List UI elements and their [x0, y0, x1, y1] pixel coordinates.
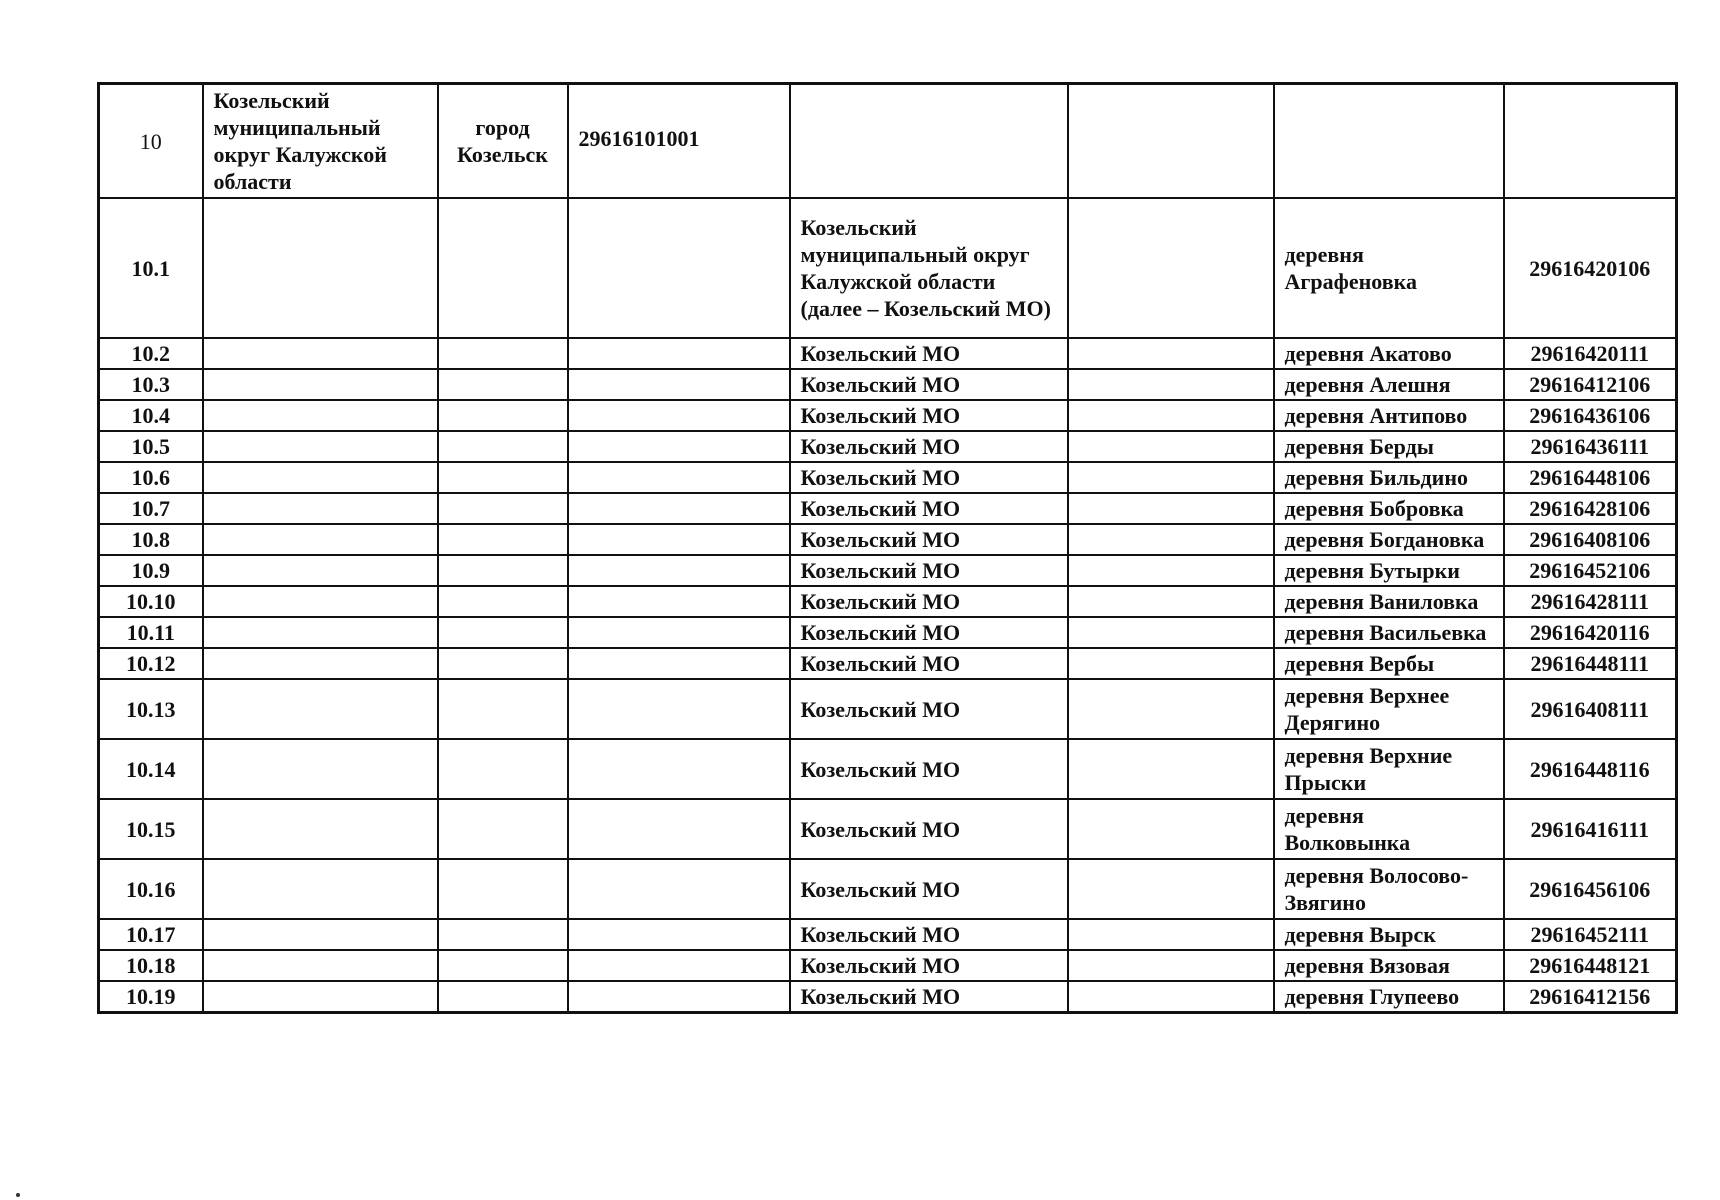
- district-cell: [203, 859, 438, 919]
- settlement-code: 29616420106: [1504, 198, 1677, 338]
- table-row: [99, 493, 1677, 524]
- district-cell: [203, 431, 438, 462]
- row-number: 10.15: [99, 799, 203, 859]
- settlement-code: 29616436106: [1504, 400, 1677, 431]
- empty-cell: [1068, 555, 1274, 586]
- oktmo-cell: [568, 950, 790, 981]
- oktmo-cell: [568, 338, 790, 369]
- center-cell: [438, 369, 568, 400]
- table-row: [99, 586, 1677, 617]
- settlement-name: деревня Берды: [1274, 431, 1504, 462]
- center-cell: [438, 799, 568, 859]
- settlement-code: 29616420116: [1504, 617, 1677, 648]
- table-row: [99, 679, 1677, 739]
- settlements-table: [97, 82, 1678, 1014]
- row-number: 10.4: [99, 400, 203, 431]
- oktmo-cell: [568, 679, 790, 739]
- empty-cell: [1068, 586, 1274, 617]
- row-number: 10.6: [99, 462, 203, 493]
- district-cell: [203, 198, 438, 338]
- settlement-code: 29616436111: [1504, 431, 1677, 462]
- center-cell: [438, 431, 568, 462]
- oktmo-cell: [568, 198, 790, 338]
- table-row: [99, 524, 1677, 555]
- oktmo-cell: [568, 431, 790, 462]
- row-number: 10.12: [99, 648, 203, 679]
- row-number: 10.19: [99, 981, 203, 1013]
- oktmo-cell: [568, 859, 790, 919]
- district-cell: [203, 462, 438, 493]
- mo-name: Козельский МО: [790, 400, 1068, 431]
- center-cell: [438, 524, 568, 555]
- row-number: 10.9: [99, 555, 203, 586]
- district-cell: [203, 400, 438, 431]
- settlement-code: 29616448111: [1504, 648, 1677, 679]
- row-number: 10.1: [99, 198, 203, 338]
- table-row: [99, 198, 1677, 338]
- empty-cell: [1068, 400, 1274, 431]
- mo-name: Козельский МО: [790, 679, 1068, 739]
- admin-center: город Козельск: [438, 84, 568, 199]
- settlement-code: 29616408111: [1504, 679, 1677, 739]
- settlement-code: 29616452111: [1504, 919, 1677, 950]
- settlement-name: деревня Вербы: [1274, 648, 1504, 679]
- oktmo-cell: [568, 462, 790, 493]
- district-cell: [203, 555, 438, 586]
- empty-cell: [1068, 338, 1274, 369]
- center-cell: [438, 648, 568, 679]
- scan-speck: [16, 1193, 20, 1197]
- empty-cell: [1068, 859, 1274, 919]
- empty-cell: [1068, 679, 1274, 739]
- center-cell: [438, 493, 568, 524]
- oktmo-cell: [568, 739, 790, 799]
- row-number: 10.8: [99, 524, 203, 555]
- empty-cell: [1068, 369, 1274, 400]
- mo-name: Козельский МО: [790, 859, 1068, 919]
- mo-name: Козельский МО: [790, 555, 1068, 586]
- district-cell: [203, 919, 438, 950]
- oktmo-cell: [568, 919, 790, 950]
- table-row: [99, 799, 1677, 859]
- settlement-code: 29616448116: [1504, 739, 1677, 799]
- empty-cell: [1068, 799, 1274, 859]
- row-number: 10.13: [99, 679, 203, 739]
- mo-name: Козельский МО: [790, 462, 1068, 493]
- center-cell: [438, 679, 568, 739]
- row-number: 10.2: [99, 338, 203, 369]
- oktmo-cell: [568, 586, 790, 617]
- center-cell: [438, 859, 568, 919]
- oktmo-cell: [568, 400, 790, 431]
- table-row: [99, 462, 1677, 493]
- table-row: [99, 555, 1677, 586]
- empty-cell: [1068, 462, 1274, 493]
- settlement-name: деревня Васильевка: [1274, 617, 1504, 648]
- settlement-code: 29616412106: [1504, 369, 1677, 400]
- settlement-name: деревня Волковынка: [1274, 799, 1504, 859]
- center-cell: [438, 617, 568, 648]
- row-number: 10.11: [99, 617, 203, 648]
- empty-cell: [1068, 617, 1274, 648]
- row-number: 10.7: [99, 493, 203, 524]
- oktmo-cell: [568, 493, 790, 524]
- settlement-name: деревня Антипово: [1274, 400, 1504, 431]
- mo-name: Козельский МО: [790, 493, 1068, 524]
- mo-name: Козельский МО: [790, 338, 1068, 369]
- mo-name: Козельский МО: [790, 981, 1068, 1013]
- oktmo-cell: [568, 981, 790, 1013]
- mo-name: Козельский МО: [790, 919, 1068, 950]
- empty-cell: [1068, 648, 1274, 679]
- settlement-cell: [1274, 84, 1504, 199]
- settlement-name: деревня Вырск: [1274, 919, 1504, 950]
- settlement-code: 29616420111: [1504, 338, 1677, 369]
- settlement-name: деревня Аграфеновка: [1274, 198, 1504, 338]
- mo-name: Козельский МО: [790, 950, 1068, 981]
- center-cell: [438, 462, 568, 493]
- oktmo-cell: [568, 369, 790, 400]
- row-number: 10.5: [99, 431, 203, 462]
- settlement-name: деревня Глупеево: [1274, 981, 1504, 1013]
- oktmo-cell: [568, 799, 790, 859]
- row-number: 10.17: [99, 919, 203, 950]
- empty-cell: [1068, 431, 1274, 462]
- empty-cell: [1068, 950, 1274, 981]
- district-cell: [203, 799, 438, 859]
- settlement-name: деревня Акатово: [1274, 338, 1504, 369]
- empty-cell: [1068, 493, 1274, 524]
- center-cell: [438, 950, 568, 981]
- table-row: [99, 431, 1677, 462]
- district-cell: [203, 981, 438, 1013]
- settlement-name: деревня Верхние Прыски: [1274, 739, 1504, 799]
- district-cell: [203, 739, 438, 799]
- mo-name: Козельский МО: [790, 369, 1068, 400]
- table-row: [99, 338, 1677, 369]
- mo-name: Козельский МО: [790, 431, 1068, 462]
- settlement-code: 29616412156: [1504, 981, 1677, 1013]
- mo-name: Козельский муниципальный округ Калужской области (далее – Козельский МО): [790, 198, 1068, 338]
- mo-name: Козельский МО: [790, 648, 1068, 679]
- settlement-name: деревня Ваниловка: [1274, 586, 1504, 617]
- settlement-name: деревня Вязовая: [1274, 950, 1504, 981]
- oktmo-cell: [568, 555, 790, 586]
- settlement-code: 29616416111: [1504, 799, 1677, 859]
- settlement-name: деревня Алешня: [1274, 369, 1504, 400]
- row-number: 10: [99, 84, 203, 199]
- row-number: 10.18: [99, 950, 203, 981]
- mo-name: Козельский МО: [790, 524, 1068, 555]
- row-number: 10.16: [99, 859, 203, 919]
- settlement-code: 29616452106: [1504, 555, 1677, 586]
- empty-cell: [1068, 198, 1274, 338]
- code-cell: [1504, 84, 1677, 199]
- settlement-name: деревня Бутырки: [1274, 555, 1504, 586]
- district-cell: [203, 493, 438, 524]
- mo-name: Козельский МО: [790, 739, 1068, 799]
- settlement-code: 29616428111: [1504, 586, 1677, 617]
- center-cell: [438, 739, 568, 799]
- district-cell: [203, 617, 438, 648]
- table-row: [99, 950, 1677, 981]
- table-row: [99, 739, 1677, 799]
- center-cell: [438, 400, 568, 431]
- table-row: [99, 369, 1677, 400]
- empty-cell: [1068, 919, 1274, 950]
- settlement-name: деревня Бобровка: [1274, 493, 1504, 524]
- settlement-code: 29616448121: [1504, 950, 1677, 981]
- settlement-name: деревня Волосово-Звягино: [1274, 859, 1504, 919]
- oktmo-code: 29616101001: [568, 84, 790, 199]
- district-cell: [203, 369, 438, 400]
- settlement-code: 29616408106: [1504, 524, 1677, 555]
- table-row: [99, 400, 1677, 431]
- empty-cell: [1068, 981, 1274, 1013]
- table-row: [99, 648, 1677, 679]
- oktmo-cell: [568, 617, 790, 648]
- settlement-code: 29616448106: [1504, 462, 1677, 493]
- empty-cell: [1068, 84, 1274, 199]
- oktmo-cell: [568, 648, 790, 679]
- settlement-code: 29616456106: [1504, 859, 1677, 919]
- settlement-name: деревня Верхнее Дерягино: [1274, 679, 1504, 739]
- settlement-name: деревня Богдановка: [1274, 524, 1504, 555]
- district-cell: [203, 524, 438, 555]
- center-cell: [438, 586, 568, 617]
- district-name: Козельский муниципальный округ Калужской области: [203, 84, 438, 199]
- district-cell: [203, 648, 438, 679]
- district-cell: [203, 586, 438, 617]
- table-row: [99, 617, 1677, 648]
- center-cell: [438, 981, 568, 1013]
- district-cell: [203, 679, 438, 739]
- center-cell: [438, 338, 568, 369]
- mo-cell: [790, 84, 1068, 199]
- center-cell: [438, 919, 568, 950]
- row-number: 10.3: [99, 369, 203, 400]
- mo-name: Козельский МО: [790, 617, 1068, 648]
- row-number: 10.10: [99, 586, 203, 617]
- district-cell: [203, 338, 438, 369]
- oktmo-cell: [568, 524, 790, 555]
- settlement-code: 29616428106: [1504, 493, 1677, 524]
- row-number: 10.14: [99, 739, 203, 799]
- empty-cell: [1068, 524, 1274, 555]
- empty-cell: [1068, 739, 1274, 799]
- center-cell: [438, 198, 568, 338]
- table-row: [99, 981, 1677, 1013]
- center-cell: [438, 555, 568, 586]
- mo-name: Козельский МО: [790, 586, 1068, 617]
- district-cell: [203, 950, 438, 981]
- table-row: [99, 859, 1677, 919]
- settlement-name: деревня Бильдино: [1274, 462, 1504, 493]
- mo-name: Козельский МО: [790, 799, 1068, 859]
- table-row: [99, 919, 1677, 950]
- table-row-district: [99, 84, 1677, 199]
